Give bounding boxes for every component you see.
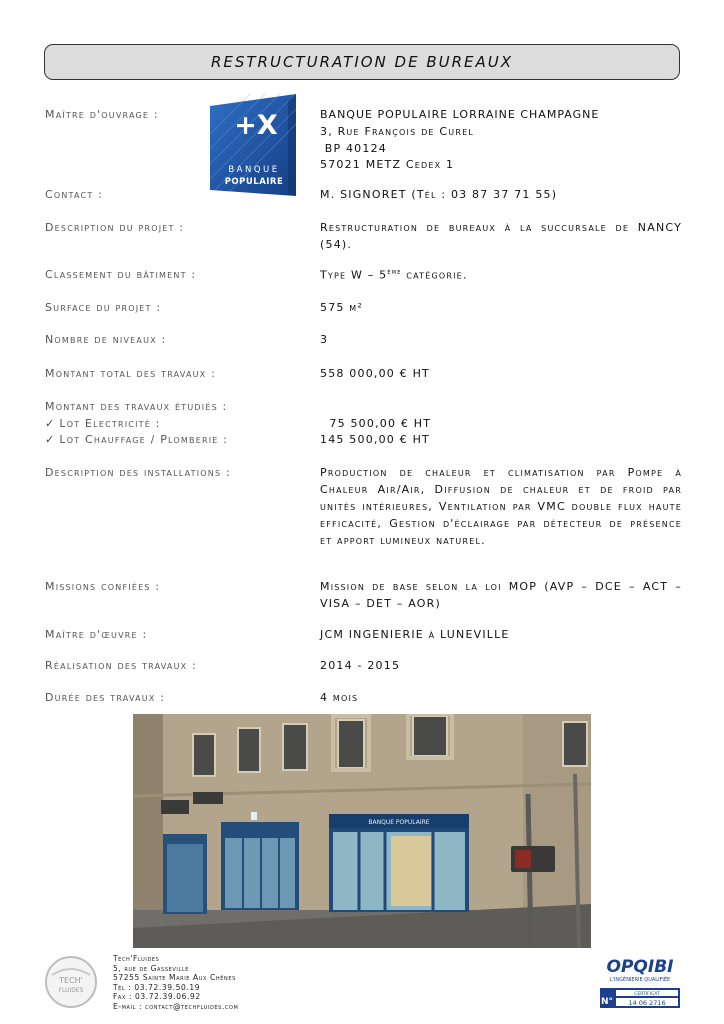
niveaux-value: 3: [320, 333, 329, 346]
banque-populaire-logo: [210, 94, 296, 196]
label-montant-etudies: Montant des travaux étudiés :: [45, 400, 228, 413]
logo-line1: BANQUE: [228, 165, 280, 175]
company-email[interactable]: E-mail : contact@techfluides.com: [113, 1001, 239, 1011]
opqibi-cert-label: CERTIFICAT: [634, 992, 660, 997]
surface-value: 575 m²: [320, 301, 364, 314]
building-photo: [133, 714, 591, 948]
opqibi-name: OPQIBI: [606, 957, 674, 977]
lot-chauffage-value: 145 500,00 € HT: [320, 433, 430, 446]
label-contact: Contact :: [45, 188, 104, 201]
company-address-1: 5, rue de Gasseville: [113, 963, 189, 973]
company-address-2: 57255 Sainte Marie Aux Chênes: [113, 973, 236, 983]
opqibi-n: N°: [600, 997, 614, 1007]
label-duree: Durée des travaux :: [45, 691, 166, 704]
description-value: Restructuration de bureaux à la succursale de NANCY (54).: [320, 221, 682, 251]
client-address-1: 3, Rue François de Curel: [320, 125, 474, 138]
label-maitre-oeuvre: Maître d'œuvre :: [45, 628, 148, 641]
label-realisation: Réalisation des travaux :: [45, 659, 197, 672]
label-surface: Surface du projet :: [45, 301, 162, 314]
installations-value: Production de chaleur et climatisation par Pompe à Chaleur Air/Air, Diffusion de chaleur et de froid par unités intérieures, Ventilation par VMC double flux haute efficacité, Gestion d'éclairage par détecteur de présence et apport lumineux naturel.: [320, 466, 682, 547]
contact-value: M. SIGNORET (Tél : 03 87 37 71 55): [320, 188, 558, 201]
logo-tech: TECH': [59, 976, 83, 985]
logo-fluides: FLUIDES: [58, 987, 84, 994]
company-tel: Tél : 03.72.39.50.19: [113, 982, 201, 992]
realisation-value: 2014 - 2015: [320, 659, 401, 672]
maitre-oeuvre-value: JCM INGENIERIE à LUNEVILLE: [320, 628, 510, 641]
company-name: Tech'Fluides: [113, 954, 160, 963]
photo-sign: BANQUE POPULAIRE: [368, 819, 430, 826]
label-description: Description du projet :: [45, 221, 185, 234]
missions-value: Mission de base selon la loi MOP (AVP – DCE – ACT – VISA – DET – AOR): [320, 580, 682, 610]
label-missions: Missions confiées :: [45, 580, 161, 593]
lot-electricite-value: 75 500,00 € HT: [320, 417, 432, 430]
label-lot-electricite: ✓ Lot Electricité :: [45, 417, 161, 430]
client-address-3: 57021 METZ Cedex 1: [320, 158, 455, 171]
title-banner: [44, 44, 680, 80]
opqibi-number: 14 06 2716: [628, 999, 666, 1007]
label-lot-chauffage: ✓ Lot Chauffage / Plomberie :: [45, 433, 229, 446]
logo-mark: +X: [234, 110, 278, 141]
label-maitre-ouvrage: Maître d'ouvrage :: [45, 108, 159, 121]
label-installations: Description des installations :: [45, 466, 231, 479]
client-address-2: BP 40124: [320, 142, 387, 155]
client-name: BANQUE POPULAIRE LORRAINE CHAMPAGNE: [320, 108, 600, 121]
montant-total-value: 558 000,00 € HT: [320, 367, 430, 380]
duree-value: 4 mois: [320, 691, 359, 704]
page-title: RESTRUCTURATION DE BUREAUX: [210, 53, 514, 71]
label-montant-total: Montant total des travaux :: [45, 367, 216, 380]
label-niveaux: Nombre de niveaux :: [45, 333, 167, 346]
check-icon: ✓: [45, 433, 56, 446]
company-fax: Fax : 03.72.39.06.92: [113, 992, 201, 1002]
check-icon: ✓: [45, 417, 56, 430]
label-classement: Classement du bâtiment :: [45, 268, 197, 281]
logo-line2: POPULAIRE: [224, 177, 284, 187]
classement-value: Type W – 5ème catégorie.: [320, 268, 468, 282]
opqibi-tagline: L'INGÉNIERIE QUALIFIÉE: [609, 977, 671, 983]
opqibi-certification-logo: [598, 952, 682, 1012]
company-contact-block: [113, 954, 238, 1012]
techfluides-logo: [44, 955, 98, 1009]
